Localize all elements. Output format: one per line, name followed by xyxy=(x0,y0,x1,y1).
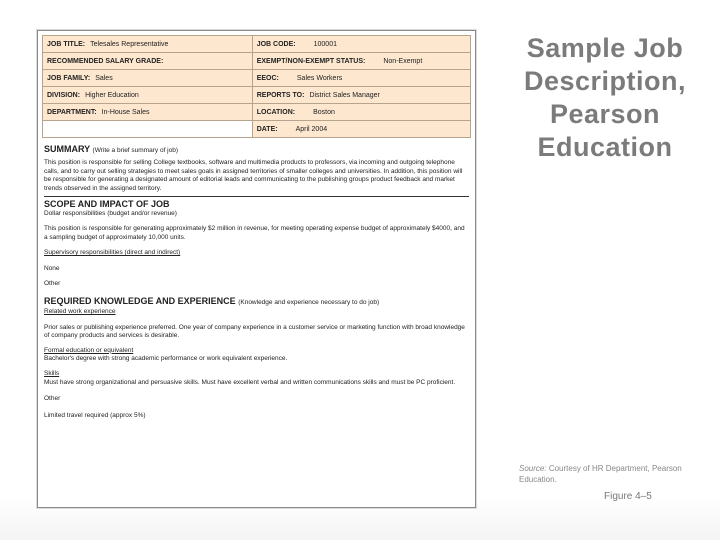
header-row xyxy=(43,53,471,70)
exempt-status-value: Non-Exempt xyxy=(383,57,423,65)
title-line: Description, xyxy=(523,66,687,96)
job-family-label: JOB FAMILY: xyxy=(47,74,91,82)
job-title-label: JOB TITLE: xyxy=(47,40,86,48)
section-divider xyxy=(44,196,469,197)
scope-title: SCOPE AND IMPACT OF JOB xyxy=(44,199,170,210)
header-row xyxy=(43,36,471,53)
knowledge-title: REQUIRED KNOWLEDGE AND EXPERIENCE xyxy=(44,295,236,306)
reports-to-value: District Sales Manager xyxy=(309,91,380,99)
source-label: Source: xyxy=(519,464,547,473)
location-label: LOCATION: xyxy=(256,108,296,116)
job-header-table xyxy=(42,35,471,138)
document-body xyxy=(42,144,471,420)
reports-to-label: REPORTS TO: xyxy=(256,91,305,99)
header-row xyxy=(43,70,471,87)
figure-label: Figure 4–5 xyxy=(604,491,652,502)
title-line: Education xyxy=(537,132,673,162)
division-label: DIVISION: xyxy=(47,91,81,99)
related-experience-text: Prior sales or publishing experience preferred. One year of company experience in a customer service or marketing function with broad knowledge of company products and services is desirable. xyxy=(44,323,465,340)
division-value: Higher Education xyxy=(85,91,139,99)
exempt-status-label: EXEMPT/NON-EXEMPT STATUS: xyxy=(256,57,366,65)
supervisory-label: Supervisory responsibilities (direct and indirect) xyxy=(44,249,181,257)
eeoc-value: Sales Workers xyxy=(296,74,343,82)
formal-education-text: Bachelor's degree with strong academic performance or work equivalent experience. xyxy=(44,355,288,363)
header-row xyxy=(43,104,471,121)
travel-requirement: Limited travel required (approx 5%) xyxy=(44,411,146,419)
job-code-label: JOB CODE: xyxy=(256,40,296,48)
skills-text: Must have strong organizational and persuasive skills. Must have excellent verbal and written communications skills and must be PC proficient. xyxy=(44,378,456,386)
department-label: DEPARTMENT: xyxy=(47,108,97,116)
date-value: April 2004 xyxy=(295,125,328,133)
summary-heading xyxy=(44,144,469,156)
job-code-value: 100001 xyxy=(313,40,337,48)
job-title-value: Telesales Representative xyxy=(90,40,169,48)
header-row xyxy=(43,121,471,138)
eeoc-label: EEOC: xyxy=(256,74,279,82)
summary-text: This position is responsible for selling College textbooks, software and multimedia products to professors, via incoming and outgoing telephone calls, and to carry out selling strategies to meet sales goals in assigned territories of smaller colleges and universities. In addition, this position will be responsible for generating a designated amount of editorial leads and communicating to the publishing groups product feedback and market trends observed in the assigned territory. xyxy=(44,159,463,192)
knowledge-hint: (Knowledge and experience necessary to do job) xyxy=(238,298,380,306)
supervisory-value: None xyxy=(44,264,60,272)
knowledge-other-label: Other xyxy=(44,395,61,403)
salary-grade-label: RECOMMENDED SALARY GRADE: xyxy=(47,57,164,65)
job-description-document xyxy=(37,30,476,508)
summary-title: SUMMARY xyxy=(44,144,91,154)
source-text: Courtesy of HR Department, Pearson Education. xyxy=(519,464,682,484)
job-family-value: Sales xyxy=(95,74,113,82)
related-experience-label: Related work experience xyxy=(44,307,116,315)
date-label: DATE: xyxy=(256,125,278,133)
skills-label: Skills xyxy=(44,369,60,377)
summary-hint: (Write a brief summary of job) xyxy=(92,147,179,154)
location-value: Boston xyxy=(313,108,335,116)
dollar-responsibilities-text: This position is responsible for generating approximately $2 million in revenue, for meeting operating expense budget of approximately $4000, and a sampling budget of approximately 10,000 units. xyxy=(44,224,465,241)
scope-other-label: Other xyxy=(44,280,61,288)
source-caption xyxy=(519,463,709,485)
title-line: Pearson xyxy=(549,99,661,129)
department-value: In-House Sales xyxy=(101,108,150,116)
title-line: Sample Job xyxy=(526,33,684,63)
knowledge-heading xyxy=(44,296,469,308)
header-row xyxy=(43,87,471,104)
dollar-responsibilities-label: Dollar responsibilities (budget and/or revenue) xyxy=(44,210,177,218)
slide-title xyxy=(500,32,710,164)
formal-education-label: Formal education or equivalent xyxy=(44,346,134,354)
